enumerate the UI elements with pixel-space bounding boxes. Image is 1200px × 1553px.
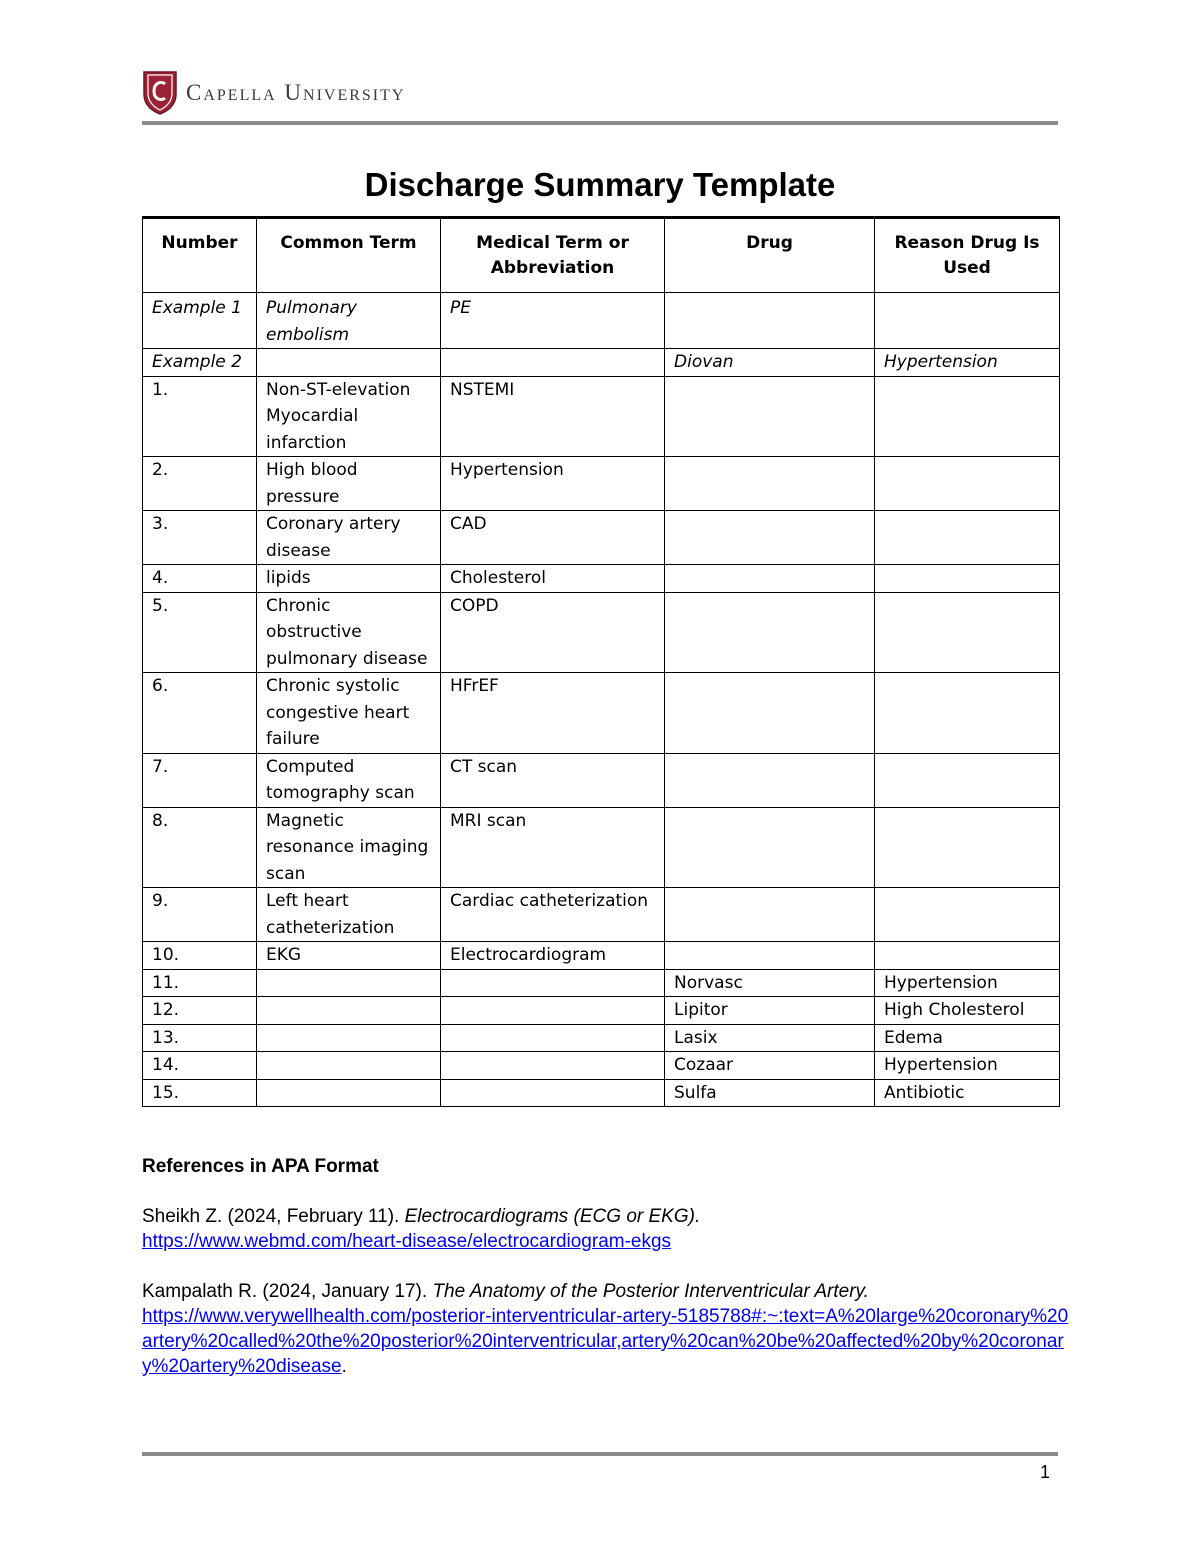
cell-medical-term: Hypertension [441, 457, 665, 511]
page-header [142, 70, 1058, 126]
table-row [143, 969, 1060, 997]
cell-reason: High Cholesterol [875, 997, 1060, 1025]
cell-common-term: EKG [257, 942, 441, 970]
cell-number: 5. [143, 592, 257, 673]
cell-reason [875, 376, 1060, 457]
cell-drug [665, 511, 875, 565]
shield-icon [142, 70, 178, 116]
references-heading: References in APA Format [142, 1156, 379, 1177]
cell-medical-term [441, 1024, 665, 1052]
reference-author-date: Kampalath R. (2024, January 17). [142, 1281, 433, 1302]
cell-drug [665, 753, 875, 807]
reference-author-date: Sheikh Z. (2024, February 11). [142, 1206, 405, 1227]
cell-reason: Antibiotic [875, 1079, 1060, 1107]
cell-common-term [257, 1024, 441, 1052]
table-row [143, 1052, 1060, 1080]
cell-medical-term: CT scan [441, 753, 665, 807]
capella-logo [142, 70, 442, 118]
cell-reason: Edema [875, 1024, 1060, 1052]
cell-reason [875, 293, 1060, 349]
cell-number: 9. [143, 888, 257, 942]
cell-medical-term: PE [441, 293, 665, 349]
cell-drug [665, 942, 875, 970]
cell-medical-term: MRI scan [441, 807, 665, 888]
cell-common-term: Magnetic resonance imaging scan [257, 807, 441, 888]
cell-common-term: Computed tomography scan [257, 753, 441, 807]
cell-number: 6. [143, 673, 257, 754]
cell-drug [665, 376, 875, 457]
cell-number: Example 1 [143, 293, 257, 349]
cell-medical-term [441, 349, 665, 377]
column-header-medical-term: Medical Term or Abbreviation [441, 218, 665, 293]
table-header-row [143, 218, 1060, 293]
column-header-reason: Reason Drug Is Used [875, 218, 1060, 293]
cell-number: 12. [143, 997, 257, 1025]
cell-drug [665, 888, 875, 942]
cell-medical-term [441, 969, 665, 997]
cell-medical-term: NSTEMI [441, 376, 665, 457]
column-header-drug: Drug [665, 218, 875, 293]
cell-reason: Hypertension [875, 969, 1060, 997]
table-row [143, 511, 1060, 565]
footer-divider [142, 1452, 1058, 1456]
cell-number: 14. [143, 1052, 257, 1080]
table-row [143, 888, 1060, 942]
cell-reason [875, 888, 1060, 942]
column-header-common-term: Common Term [257, 218, 441, 293]
cell-number: 11. [143, 969, 257, 997]
table-row [143, 293, 1060, 349]
cell-number: 2. [143, 457, 257, 511]
cell-drug [665, 457, 875, 511]
university-name: Capella University [186, 80, 406, 105]
table-body [143, 293, 1060, 1107]
cell-number: Example 2 [143, 349, 257, 377]
cell-common-term: Chronic obstructive pulmonary disease [257, 592, 441, 673]
references-section [142, 1154, 1072, 1404]
cell-common-term [257, 349, 441, 377]
table-row [143, 942, 1060, 970]
reference-entry [142, 1279, 1072, 1379]
cell-medical-term: CAD [441, 511, 665, 565]
cell-drug: Lasix [665, 1024, 875, 1052]
cell-number: 15. [143, 1079, 257, 1107]
reference-link[interactable]: https://www.verywellhealth.com/posterior-interventricular-artery-5185788#:~:text=A%20large%20coronary%20artery%20called%20the%20posterior%20interventricular,artery%20can%20be%20affected%20by%20coronary%20artery%20disease [142, 1306, 1069, 1377]
cell-common-term [257, 1079, 441, 1107]
cell-reason [875, 753, 1060, 807]
table-row [143, 349, 1060, 377]
cell-drug: Diovan [665, 349, 875, 377]
cell-reason [875, 673, 1060, 754]
reference-title: The Anatomy of the Posterior Interventricular Artery. [432, 1281, 869, 1302]
discharge-summary-table [142, 216, 1060, 1107]
cell-number: 10. [143, 942, 257, 970]
cell-medical-term: Electrocardiogram [441, 942, 665, 970]
cell-number: 1. [143, 376, 257, 457]
cell-common-term: High blood pressure [257, 457, 441, 511]
cell-common-term: Coronary artery disease [257, 511, 441, 565]
cell-common-term: Chronic systolic congestive heart failure [257, 673, 441, 754]
cell-common-term [257, 1052, 441, 1080]
header-divider [142, 121, 1058, 125]
cell-common-term [257, 969, 441, 997]
cell-number: 3. [143, 511, 257, 565]
reference-suffix: . [341, 1356, 347, 1377]
column-header-number: Number [143, 218, 257, 293]
cell-medical-term [441, 1052, 665, 1080]
cell-common-term: lipids [257, 565, 441, 593]
cell-reason: Hypertension [875, 349, 1060, 377]
cell-common-term: Non-ST-elevation Myocardial infarction [257, 376, 441, 457]
cell-reason [875, 807, 1060, 888]
cell-drug [665, 592, 875, 673]
cell-reason [875, 565, 1060, 593]
table-row [143, 997, 1060, 1025]
table-row [143, 592, 1060, 673]
cell-medical-term: Cholesterol [441, 565, 665, 593]
cell-number: 7. [143, 753, 257, 807]
cell-drug [665, 807, 875, 888]
cell-medical-term [441, 1079, 665, 1107]
cell-common-term [257, 997, 441, 1025]
page-number: 1 [1040, 1462, 1051, 1482]
table-row [143, 1024, 1060, 1052]
cell-drug: Sulfa [665, 1079, 875, 1107]
table-row [143, 673, 1060, 754]
cell-number: 4. [143, 565, 257, 593]
page-title: Discharge Summary Template [364, 166, 836, 203]
cell-common-term: Pulmonary embolism [257, 293, 441, 349]
cell-number: 13. [143, 1024, 257, 1052]
reference-entry [142, 1204, 1072, 1254]
cell-medical-term: COPD [441, 592, 665, 673]
table-row [143, 807, 1060, 888]
cell-medical-term [441, 997, 665, 1025]
table-row [143, 753, 1060, 807]
cell-reason [875, 511, 1060, 565]
table-row [143, 457, 1060, 511]
cell-reason [875, 942, 1060, 970]
cell-drug: Cozaar [665, 1052, 875, 1080]
cell-reason: Hypertension [875, 1052, 1060, 1080]
table-row [143, 376, 1060, 457]
cell-common-term: Left heart catheterization [257, 888, 441, 942]
cell-medical-term: HFrEF [441, 673, 665, 754]
cell-drug [665, 565, 875, 593]
cell-medical-term: Cardiac catheterization [441, 888, 665, 942]
reference-link[interactable]: https://www.webmd.com/heart-disease/electrocardiogram-ekgs [142, 1231, 672, 1252]
cell-drug [665, 673, 875, 754]
cell-reason [875, 592, 1060, 673]
table-row [143, 1079, 1060, 1107]
cell-drug: Lipitor [665, 997, 875, 1025]
cell-reason [875, 457, 1060, 511]
table-row [143, 565, 1060, 593]
cell-drug: Norvasc [665, 969, 875, 997]
cell-number: 8. [143, 807, 257, 888]
cell-drug [665, 293, 875, 349]
reference-title: Electrocardiograms (ECG or EKG). [404, 1206, 701, 1227]
